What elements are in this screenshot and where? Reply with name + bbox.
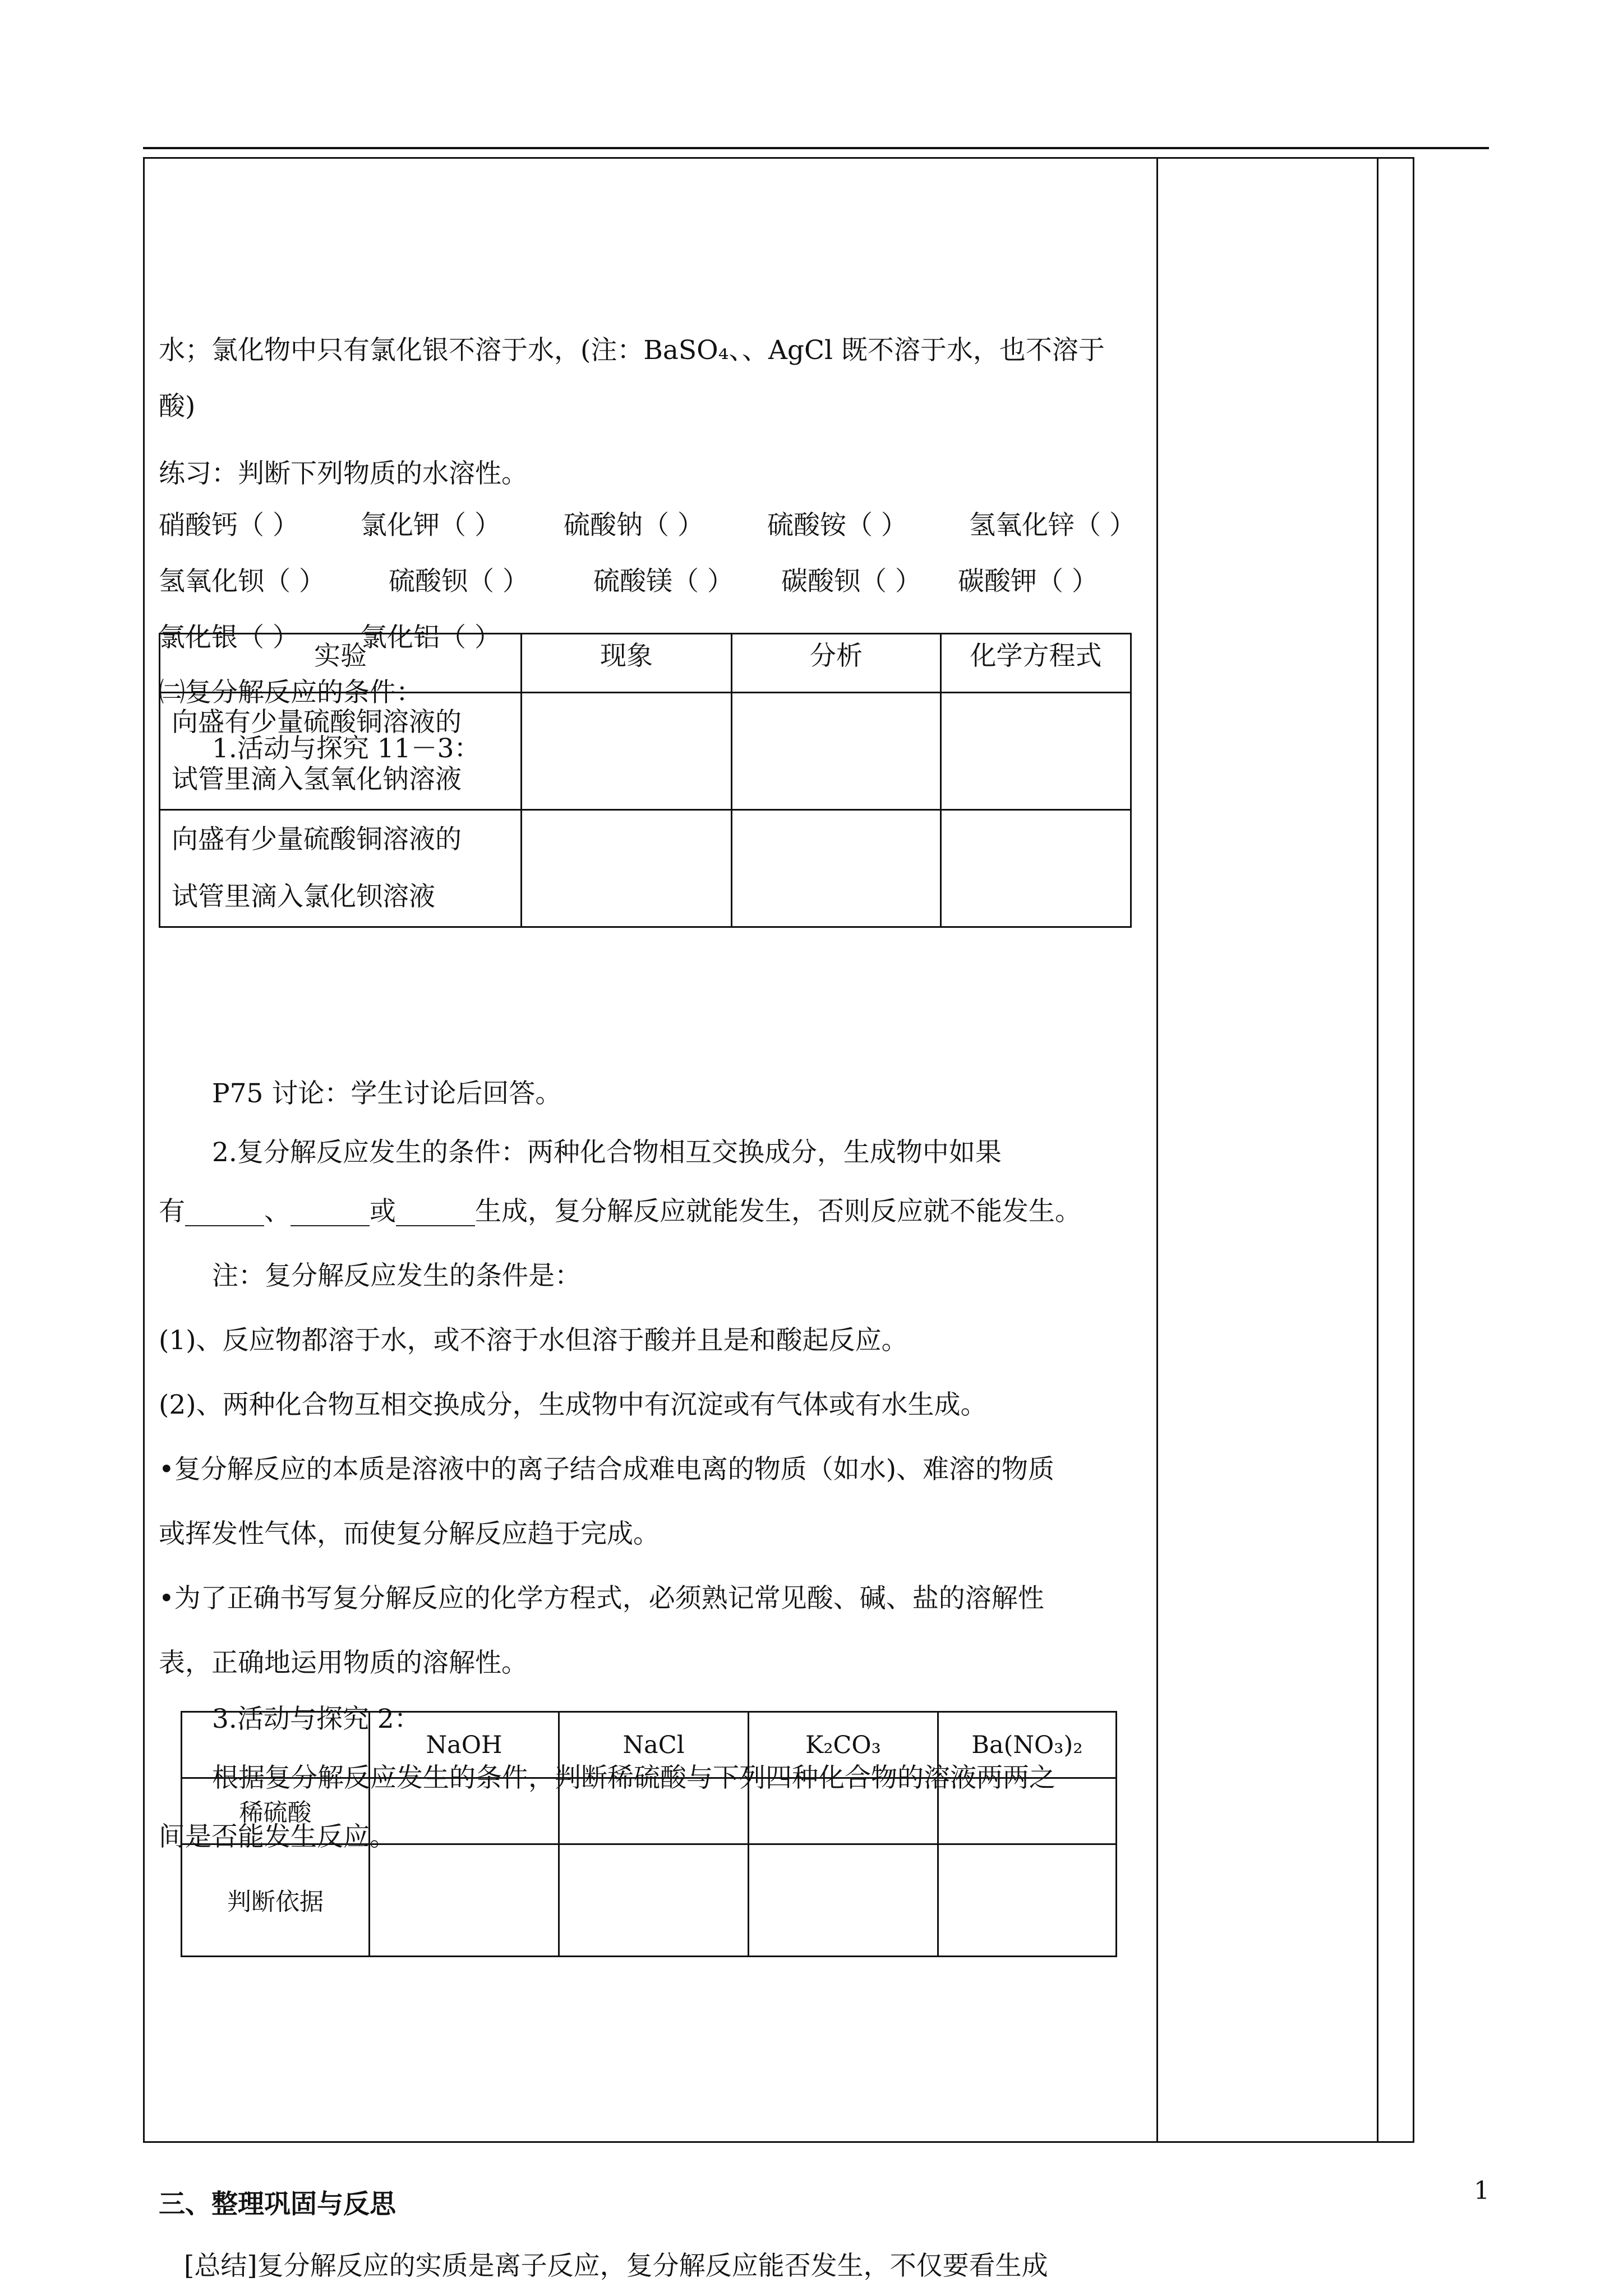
cell-line: 试管里滴入氢氧化钠溶液 <box>172 764 462 795</box>
text-line: 或挥发性气体，而使复分解反应趋于完成。 <box>159 1519 660 1549</box>
table-cell <box>941 693 1131 810</box>
exercise-item: 氯化铝（ ） <box>361 622 501 653</box>
exercise-item: 硝酸钙（ ） <box>159 510 299 541</box>
text-line: 练习：判断下列物质的水溶性。 <box>159 458 528 489</box>
table-cell <box>732 810 941 927</box>
row-label: 判断依据 <box>182 1844 370 1957</box>
table-cell <box>559 1778 749 1844</box>
text-line: P75 讨论：学生讨论后回答。 <box>212 1078 562 1109</box>
text-line: 1.活动与探究 11－3： <box>212 733 481 764</box>
row-label: 稀硫酸 <box>182 1778 370 1844</box>
section-heading: ㈡复分解反应的条件： <box>159 677 422 708</box>
reaction-judgement-table <box>181 1711 1117 1957</box>
exercise-item: 氯化钾（ ） <box>361 510 501 541</box>
table-cell <box>938 1778 1117 1844</box>
cell-line: 向盛有少量硫酸铜溶液的 <box>172 707 462 738</box>
column-divider <box>1377 157 1378 2143</box>
text-line: 间是否能发生反应。 <box>159 1821 396 1852</box>
table-cell <box>749 1844 938 1957</box>
exercise-item: 硫酸铵（ ） <box>767 510 907 541</box>
table-cell <box>749 1778 938 1844</box>
text-line: 3.活动与探究 2： <box>212 1704 421 1734</box>
text-line: 2.复分解反应发生的条件：两种化合物相互交换成分，生成物中如果 <box>212 1137 1002 1168</box>
table-header: NaCl <box>559 1712 749 1778</box>
exercise-item: 硫酸钠（ ） <box>564 510 704 541</box>
table-header: K₂CO₃ <box>749 1712 938 1778</box>
exercise-item: 硫酸镁（ ） <box>593 566 734 597</box>
experiment-table <box>159 633 1132 928</box>
text-line: 表，正确地运用物质的溶解性。 <box>159 1648 528 1678</box>
table-cell <box>732 693 941 810</box>
table-header <box>182 1712 370 1778</box>
table-cell <box>160 693 522 810</box>
text-line: 注：复分解反应发生的条件是： <box>212 1260 581 1291</box>
exercise-item: 氢氧化锌（ ） <box>969 510 1136 541</box>
exercise-item: 碳酸钡（ ） <box>781 566 921 597</box>
text-line: (2)、两种化合物互相交换成分，生成物中有沉淀或有气体或有水生成。 <box>159 1389 987 1420</box>
table-cell <box>941 810 1131 927</box>
fill-blank-line: 有______、______或______生成，复分解反应就能发生，否则反应就不能发生。 <box>159 1196 1081 1227</box>
exercise-item: 硫酸钡（ ） <box>389 566 529 597</box>
table-cell <box>370 1778 559 1844</box>
text-line: [总结]复分解反应的实质是离子反应，复分解反应能否发生，不仅要看生成 <box>184 2251 1048 2281</box>
table-header: Ba(NO₃)₂ <box>938 1712 1117 1778</box>
table-cell <box>559 1844 749 1957</box>
page-number: 1 <box>1474 2177 1490 2205</box>
exercise-item: 碳酸钾（ ） <box>958 566 1098 597</box>
table-header: 化学方程式 <box>941 634 1131 693</box>
text-line: •复分解反应的本质是溶液中的离子结合成难电离的物质（如水)、难溶的物质 <box>159 1454 1055 1485</box>
exercise-item: 氢氧化钡（ ） <box>159 566 325 597</box>
table-cell <box>522 693 732 810</box>
text-line: •为了正确书写复分解反应的化学方程式，必须熟记常见酸、碱、盐的溶解性 <box>159 1583 1044 1614</box>
cell-line: 向盛有少量硫酸铜溶液的 <box>172 824 462 855</box>
table-cell <box>160 810 522 927</box>
exercise-item: 氯化银（ ） <box>159 622 299 653</box>
text-line: 酸) <box>159 391 196 422</box>
table-cell <box>938 1844 1117 1957</box>
table-cell <box>522 810 732 927</box>
column-divider <box>1156 157 1158 2143</box>
cell-line: 试管里滴入氯化钡溶液 <box>172 881 435 912</box>
text-line: 水；氯化物中只有氯化银不溶于水，(注：BaSO₄、、AgCl 既不溶于水，也不溶于 <box>159 335 1105 366</box>
table-cell <box>370 1844 559 1957</box>
section-heading: 三、整理巩固与反思 <box>159 2189 396 2220</box>
table-header: 现象 <box>522 634 732 693</box>
table-header: 分析 <box>732 634 941 693</box>
header-rule <box>143 147 1489 149</box>
text-line: (1)、反应物都溶于水，或不溶于水但溶于酸并且是和酸起反应。 <box>159 1325 908 1356</box>
table-header: NaOH <box>370 1712 559 1778</box>
text-line: 根据复分解反应发生的条件，判断稀硫酸与下列四种化合物的溶液两两之 <box>212 1763 1055 1793</box>
table-header: 实验 <box>160 634 522 693</box>
